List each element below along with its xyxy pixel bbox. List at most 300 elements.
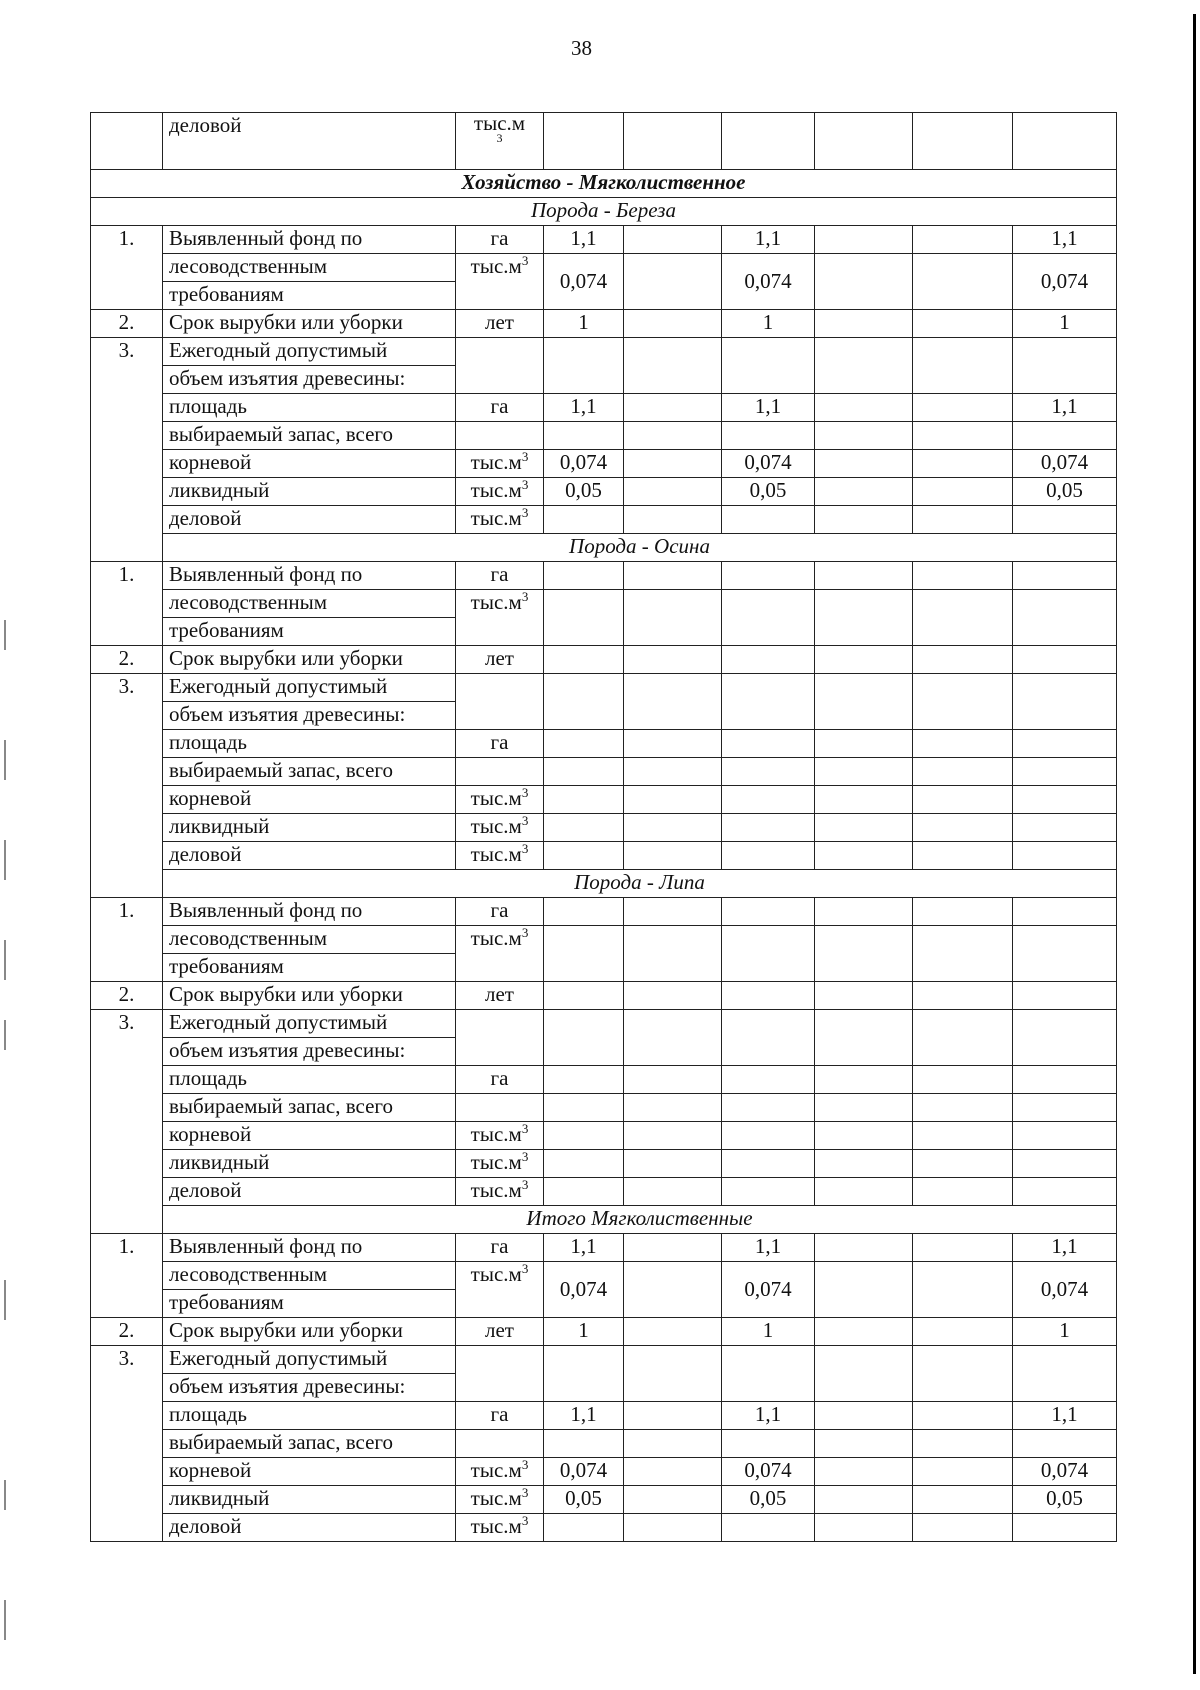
- unit-cell: [456, 1262, 544, 1318]
- value-cell: [624, 674, 722, 730]
- value-cell: 0,074: [722, 450, 815, 478]
- value-cell: 0,074: [722, 1458, 815, 1486]
- row-number: 3.: [91, 338, 163, 562]
- value-cell: [624, 450, 722, 478]
- row-label: лесоводственным: [163, 590, 456, 618]
- value-cell: 0,074: [544, 450, 624, 478]
- value-cell: [815, 1234, 913, 1262]
- value-cell: [624, 394, 722, 422]
- row-label: выбираемый запас, всего: [163, 758, 456, 786]
- unit-cell: [456, 674, 544, 730]
- value-cell: 0,074: [544, 1458, 624, 1486]
- value-cell: [544, 1066, 624, 1094]
- row-number: 1.: [91, 562, 163, 646]
- unit-cell: [456, 254, 544, 310]
- value-cell: [913, 254, 1013, 310]
- value-cell: [722, 982, 815, 1010]
- table-row: [91, 1318, 1117, 1346]
- table-row: [91, 1262, 1117, 1290]
- row-number: 1.: [91, 1234, 163, 1318]
- value-cell: [913, 1318, 1013, 1346]
- row-label: ликвидный: [163, 814, 456, 842]
- row-label: выбираемый запас, всего: [163, 422, 456, 450]
- value-cell: [913, 982, 1013, 1010]
- value-cell: 1: [544, 1318, 624, 1346]
- table-row: [91, 674, 1117, 702]
- unit-cell: лет: [456, 1318, 544, 1346]
- unit-superscript: 3: [521, 477, 529, 492]
- section-header-row: [91, 1206, 1117, 1234]
- row-number: 3.: [91, 1010, 163, 1234]
- row-label: Выявленный фонд по: [163, 898, 456, 926]
- value-cell: [544, 1150, 624, 1178]
- value-cell: [624, 113, 722, 170]
- unit-cell: [456, 1430, 544, 1458]
- value-cell: [624, 254, 722, 310]
- value-cell: [913, 1150, 1013, 1178]
- table-row: [91, 1402, 1117, 1430]
- value-cell: [815, 1430, 913, 1458]
- value-cell: [544, 1430, 624, 1458]
- value-cell: [544, 338, 624, 394]
- unit-cell: [456, 113, 544, 170]
- value-cell: [1013, 1346, 1117, 1402]
- table-row: [91, 478, 1117, 506]
- value-cell: [815, 842, 913, 870]
- value-cell: [722, 842, 815, 870]
- value-cell: [815, 450, 913, 478]
- num-cell: [91, 113, 163, 170]
- row-label: требованиям: [163, 618, 456, 646]
- unit-cell: [456, 842, 544, 870]
- value-cell: [722, 562, 815, 590]
- value-cell: [624, 982, 722, 1010]
- unit-superscript: 3: [521, 589, 529, 604]
- table-row: [91, 562, 1117, 590]
- unit-text: тыс.м: [470, 1514, 522, 1538]
- row-label: объем изъятия древесины:: [163, 702, 456, 730]
- scan-mark: [4, 840, 6, 880]
- value-cell: [913, 1458, 1013, 1486]
- value-cell: 1,1: [722, 1234, 815, 1262]
- scan-mark: [4, 940, 6, 980]
- value-cell: [722, 730, 815, 758]
- value-cell: 0,074: [1013, 450, 1117, 478]
- row-label: площадь: [163, 394, 456, 422]
- value-cell: [722, 1010, 815, 1066]
- unit-cell: лет: [456, 310, 544, 338]
- value-cell: [1013, 646, 1117, 674]
- value-cell: [624, 1234, 722, 1262]
- value-cell: 0,05: [544, 1486, 624, 1514]
- value-cell: [1013, 113, 1117, 170]
- row-label: площадь: [163, 1402, 456, 1430]
- value-cell: [544, 646, 624, 674]
- table-row: [91, 1122, 1117, 1150]
- unit-cell: га: [456, 1402, 544, 1430]
- value-cell: [815, 1094, 913, 1122]
- table-row: [91, 1066, 1117, 1094]
- row-label: Срок вырубки или уборки: [163, 646, 456, 674]
- value-cell: [815, 506, 913, 534]
- value-cell: [722, 786, 815, 814]
- value-cell: [913, 646, 1013, 674]
- value-cell: [624, 646, 722, 674]
- value-cell: [1013, 1010, 1117, 1066]
- unit-superscript: 3: [521, 505, 529, 520]
- unit-text: тыс.м: [470, 1458, 522, 1482]
- value-cell: [913, 1514, 1013, 1542]
- value-cell: [1013, 674, 1117, 730]
- value-cell: [913, 1346, 1013, 1402]
- value-cell: [815, 254, 913, 310]
- value-cell: [624, 786, 722, 814]
- value-cell: [913, 310, 1013, 338]
- value-cell: [913, 394, 1013, 422]
- row-label: Выявленный фонд по: [163, 1234, 456, 1262]
- value-cell: [544, 1094, 624, 1122]
- section-title: Итого Мягколиственные: [163, 1206, 1117, 1234]
- value-cell: [722, 590, 815, 646]
- unit-superscript: 3: [521, 841, 529, 856]
- value-cell: [624, 1262, 722, 1318]
- value-cell: [624, 1458, 722, 1486]
- value-cell: [913, 842, 1013, 870]
- value-cell: [624, 842, 722, 870]
- table-row: [91, 394, 1117, 422]
- value-cell: [913, 674, 1013, 730]
- table-row: [91, 590, 1117, 618]
- value-cell: [913, 1262, 1013, 1318]
- value-cell: [815, 982, 913, 1010]
- value-cell: [913, 590, 1013, 646]
- value-cell: [913, 814, 1013, 842]
- unit-superscript: 3: [521, 925, 529, 940]
- value-cell: [1013, 730, 1117, 758]
- value-cell: [722, 113, 815, 170]
- row-label: деловой: [163, 506, 456, 534]
- value-cell: [913, 1066, 1013, 1094]
- value-cell: [1013, 982, 1117, 1010]
- value-cell: [624, 730, 722, 758]
- row-label: ликвидный: [163, 478, 456, 506]
- value-cell: 1,1: [1013, 394, 1117, 422]
- value-cell: [624, 506, 722, 534]
- value-cell: [722, 1150, 815, 1178]
- value-cell: [544, 1122, 624, 1150]
- unit-superscript: 3: [521, 1261, 529, 1276]
- value-cell: [624, 758, 722, 786]
- value-cell: [1013, 338, 1117, 394]
- value-cell: [544, 730, 624, 758]
- row-number: 2.: [91, 646, 163, 674]
- value-cell: [544, 1178, 624, 1206]
- table-row: [91, 646, 1117, 674]
- value-cell: [722, 1346, 815, 1402]
- value-cell: [544, 758, 624, 786]
- row-label: выбираемый запас, всего: [163, 1094, 456, 1122]
- unit-cell: га: [456, 562, 544, 590]
- row-label: Выявленный фонд по: [163, 562, 456, 590]
- value-cell: [815, 674, 913, 730]
- value-cell: [815, 1318, 913, 1346]
- row-label: выбираемый запас, всего: [163, 1430, 456, 1458]
- table-row: [91, 506, 1117, 534]
- value-cell: [1013, 1122, 1117, 1150]
- value-cell: 1: [722, 310, 815, 338]
- unit-cell: лет: [456, 646, 544, 674]
- table-row: [91, 926, 1117, 954]
- value-cell: 1,1: [722, 226, 815, 254]
- row-label: лесоводственным: [163, 254, 456, 282]
- value-cell: [1013, 1430, 1117, 1458]
- table-row: [91, 422, 1117, 450]
- scan-mark: [4, 1280, 6, 1320]
- value-cell: [722, 1066, 815, 1094]
- value-cell: [913, 113, 1013, 170]
- table-row: [91, 730, 1117, 758]
- value-cell: [544, 786, 624, 814]
- value-cell: 0,074: [722, 254, 815, 310]
- unit-cell: [456, 422, 544, 450]
- value-cell: [722, 338, 815, 394]
- table-row: [91, 1458, 1117, 1486]
- table-row: [91, 113, 1117, 170]
- unit-text: тыс.м: [470, 450, 522, 474]
- value-cell: 0,074: [1013, 1262, 1117, 1318]
- value-cell: [722, 674, 815, 730]
- value-cell: [815, 310, 913, 338]
- row-label: корневой: [163, 786, 456, 814]
- value-cell: [815, 590, 913, 646]
- unit-cell: га: [456, 898, 544, 926]
- row-label: ликвидный: [163, 1150, 456, 1178]
- row-label: деловой: [163, 1514, 456, 1542]
- table-row: [91, 1514, 1117, 1542]
- row-number: 1.: [91, 898, 163, 982]
- value-cell: 1: [1013, 310, 1117, 338]
- table-row: [91, 310, 1117, 338]
- unit-cell: [456, 926, 544, 982]
- value-cell: [913, 1430, 1013, 1458]
- row-label: Ежегодный допустимый: [163, 338, 456, 366]
- row-label: Срок вырубки или уборки: [163, 982, 456, 1010]
- value-cell: 0,05: [1013, 1486, 1117, 1514]
- value-cell: [624, 1066, 722, 1094]
- value-cell: [624, 1178, 722, 1206]
- forest-fund-table: [90, 112, 1117, 1542]
- row-number: 1.: [91, 226, 163, 310]
- value-cell: [913, 730, 1013, 758]
- value-cell: [815, 786, 913, 814]
- unit-cell: [456, 1094, 544, 1122]
- unit-text: тыс.м: [470, 506, 522, 530]
- value-cell: [624, 1094, 722, 1122]
- value-cell: [624, 898, 722, 926]
- value-cell: [1013, 590, 1117, 646]
- value-cell: [913, 1234, 1013, 1262]
- table-body: [91, 113, 1117, 1542]
- value-cell: [722, 506, 815, 534]
- value-cell: [815, 478, 913, 506]
- value-cell: [913, 898, 1013, 926]
- value-cell: 1,1: [722, 394, 815, 422]
- value-cell: [624, 338, 722, 394]
- value-cell: [913, 1010, 1013, 1066]
- value-cell: [1013, 562, 1117, 590]
- value-cell: [624, 1430, 722, 1458]
- value-cell: [544, 562, 624, 590]
- value-cell: [624, 422, 722, 450]
- row-label: Срок вырубки или уборки: [163, 1318, 456, 1346]
- value-cell: [913, 758, 1013, 786]
- value-cell: [815, 1514, 913, 1542]
- value-cell: [815, 1066, 913, 1094]
- unit-cell: [456, 758, 544, 786]
- row-label: лесоводственным: [163, 1262, 456, 1290]
- row-number: 2.: [91, 1318, 163, 1346]
- value-cell: [1013, 1150, 1117, 1178]
- scan-mark: [4, 1020, 6, 1050]
- value-cell: [815, 1150, 913, 1178]
- value-cell: 1,1: [544, 1402, 624, 1430]
- value-cell: [1013, 898, 1117, 926]
- scan-mark: [4, 1480, 6, 1510]
- table-row: [91, 898, 1117, 926]
- value-cell: [544, 842, 624, 870]
- value-cell: [913, 478, 1013, 506]
- table-row: [91, 1150, 1117, 1178]
- value-cell: 1: [544, 310, 624, 338]
- unit-superscript: 3: [521, 1513, 529, 1528]
- row-label: требованиям: [163, 282, 456, 310]
- value-cell: [1013, 506, 1117, 534]
- value-cell: 0,05: [722, 1486, 815, 1514]
- table-row: [91, 842, 1117, 870]
- value-cell: 0,074: [1013, 1458, 1117, 1486]
- value-cell: [815, 758, 913, 786]
- value-cell: [1013, 758, 1117, 786]
- value-cell: [722, 1122, 815, 1150]
- unit-cell: га: [456, 1066, 544, 1094]
- section-header-row: [91, 870, 1117, 898]
- value-cell: [624, 1122, 722, 1150]
- value-cell: 1,1: [544, 226, 624, 254]
- unit-cell: [456, 450, 544, 478]
- unit-text: тыс.м: [470, 1178, 522, 1202]
- row-number: 3.: [91, 1346, 163, 1542]
- table-row: [91, 1010, 1117, 1038]
- unit-cell: [456, 590, 544, 646]
- value-cell: 1: [1013, 1318, 1117, 1346]
- value-cell: [815, 226, 913, 254]
- table-row: [91, 1094, 1117, 1122]
- unit-main: тыс.м: [473, 112, 526, 135]
- unit-cell: [456, 478, 544, 506]
- section-header-row: [91, 534, 1117, 562]
- page-number: 38: [571, 36, 592, 60]
- value-cell: [913, 1486, 1013, 1514]
- row-label: корневой: [163, 450, 456, 478]
- value-cell: [544, 590, 624, 646]
- unit-cell: [456, 786, 544, 814]
- value-cell: [544, 422, 624, 450]
- value-cell: [722, 646, 815, 674]
- unit-cell: га: [456, 226, 544, 254]
- value-cell: [913, 1178, 1013, 1206]
- value-cell: [722, 1094, 815, 1122]
- section-title: Порода - Береза: [91, 198, 1117, 226]
- value-cell: [1013, 1514, 1117, 1542]
- unit-cell: га: [456, 1234, 544, 1262]
- scan-mark: [4, 1600, 6, 1640]
- row-label: объем изъятия древесины:: [163, 366, 456, 394]
- unit-cell: лет: [456, 982, 544, 1010]
- value-cell: [913, 422, 1013, 450]
- value-cell: [1013, 786, 1117, 814]
- value-cell: [815, 422, 913, 450]
- value-cell: [913, 926, 1013, 982]
- row-label: Ежегодный допустимый: [163, 674, 456, 702]
- value-cell: [722, 814, 815, 842]
- row-label: лесоводственным: [163, 926, 456, 954]
- value-cell: [544, 506, 624, 534]
- row-label: деловой: [163, 113, 456, 170]
- value-cell: [815, 113, 913, 170]
- value-cell: [913, 450, 1013, 478]
- value-cell: [624, 562, 722, 590]
- value-cell: [913, 1122, 1013, 1150]
- unit-cell: [456, 814, 544, 842]
- row-label: площадь: [163, 1066, 456, 1094]
- unit-cell: [456, 1514, 544, 1542]
- value-cell: 0,074: [544, 1262, 624, 1318]
- value-cell: [722, 422, 815, 450]
- table-row: [91, 450, 1117, 478]
- scan-mark: [4, 740, 6, 780]
- value-cell: [815, 338, 913, 394]
- row-label: объем изъятия древесины:: [163, 1038, 456, 1066]
- unit-cell: [456, 1150, 544, 1178]
- unit-sub: 3: [496, 131, 503, 145]
- unit-text: тыс.м: [470, 254, 522, 278]
- row-number: 2.: [91, 310, 163, 338]
- unit-text: тыс.м: [470, 590, 522, 614]
- value-cell: [913, 1094, 1013, 1122]
- value-cell: [815, 1486, 913, 1514]
- value-cell: [624, 926, 722, 982]
- value-cell: [544, 674, 624, 730]
- value-cell: [1013, 842, 1117, 870]
- table-row: [91, 982, 1117, 1010]
- value-cell: [815, 1402, 913, 1430]
- unit-cell: [456, 1458, 544, 1486]
- value-cell: 0,05: [1013, 478, 1117, 506]
- row-label: деловой: [163, 842, 456, 870]
- value-cell: [913, 1402, 1013, 1430]
- value-cell: [624, 590, 722, 646]
- table-row: [91, 758, 1117, 786]
- value-cell: [722, 1514, 815, 1542]
- table-row: [91, 1234, 1117, 1262]
- value-cell: [544, 1346, 624, 1402]
- unit-text: тыс.м: [470, 478, 522, 502]
- value-cell: [624, 1402, 722, 1430]
- value-cell: [544, 1514, 624, 1542]
- unit-text: тыс.м: [470, 1262, 522, 1286]
- unit-text: тыс.м: [470, 1122, 522, 1146]
- value-cell: [544, 814, 624, 842]
